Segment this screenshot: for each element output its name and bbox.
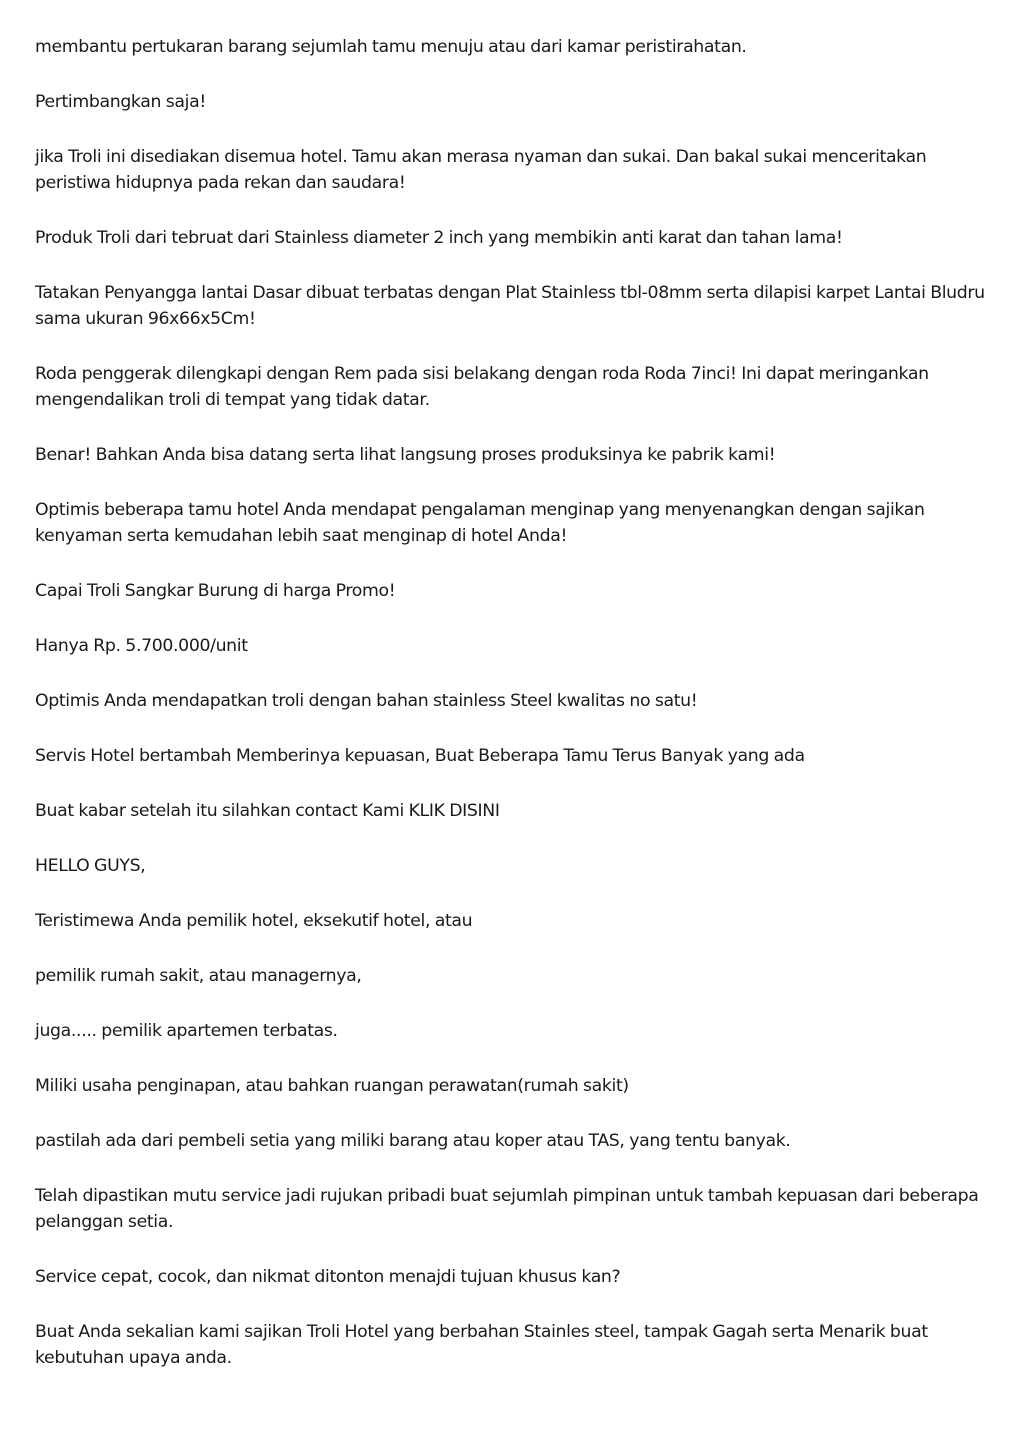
paragraph: Service cepat, cocok, dan nikmat ditonton menajdi tujuan khusus kan? bbox=[35, 1267, 621, 1287]
paragraph: jika Troli ini disediakan disemua hotel. Tamu akan merasa nyaman dan sukai. Dan bakal sukai menceritakan peristiwa hidupnya pada rekan dan saudara! bbox=[35, 147, 927, 193]
paragraph: Buat Anda sekalian kami sajikan Troli Hotel yang berbahan Stainles steel, tampak Gagah serta Menarik buat kebutuhan upaya anda. bbox=[35, 1322, 928, 1368]
paragraph: Benar! Bahkan Anda bisa datang serta lihat langsung proses produksinya ke pabrik kami! bbox=[35, 445, 776, 465]
paragraph: Teristimewa Anda pemilik hotel, eksekutif hotel, atau bbox=[35, 911, 473, 931]
paragraph: Capai Troli Sangkar Burung di harga Promo! bbox=[35, 581, 396, 601]
paragraph: juga..... pemilik apartemen terbatas. bbox=[35, 1021, 338, 1041]
paragraph: Optimis Anda mendapatkan troli dengan bahan stainless Steel kwalitas no satu! bbox=[35, 691, 698, 711]
paragraph: Produk Troli dari tebruat dari Stainless diameter 2 inch yang membikin anti karat dan tahan lama! bbox=[35, 228, 843, 248]
paragraph: Servis Hotel bertambah Memberinya kepuasan, Buat Beberapa Tamu Terus Banyak yang ada bbox=[35, 746, 805, 766]
paragraph: Optimis beberapa tamu hotel Anda mendapat pengalaman menginap yang menyenangkan dengan sajikan kenyaman serta kemudahan lebih saat menginap di hotel Anda! bbox=[35, 500, 925, 546]
price-paragraph: Hanya Rp. 5.700.000/unit bbox=[35, 636, 248, 656]
paragraph: Roda penggerak dilengkapi dengan Rem pada sisi belakang dengan roda Roda 7inci! Ini dapat meringankan mengendalikan troli di tempat yang tidak datar. bbox=[35, 364, 929, 410]
paragraph: pastilah ada dari pembeli setia yang miliki barang atau koper atau TAS, yang tentu banyak. bbox=[35, 1131, 791, 1151]
greeting-paragraph: HELLO GUYS, bbox=[35, 856, 146, 876]
paragraph: Pertimbangkan saja! bbox=[35, 92, 206, 112]
paragraph: membantu pertukaran barang sejumlah tamu menuju atau dari kamar peristirahatan. bbox=[35, 37, 747, 57]
paragraph: pemilik rumah sakit, atau managernya, bbox=[35, 966, 362, 986]
paragraph: Telah dipastikan mutu service jadi rujukan pribadi buat sejumlah pimpinan untuk tambah kepuasan dari beberapa pelanggan setia. bbox=[35, 1186, 979, 1232]
paragraph: Miliki usaha penginapan, atau bahkan ruangan perawatan(rumah sakit) bbox=[35, 1076, 629, 1096]
contact-paragraph: Buat kabar setelah itu silahkan contact Kami KLIK DISINI bbox=[35, 801, 500, 821]
document-body bbox=[35, 34, 995, 1400]
paragraph: Tatakan Penyangga lantai Dasar dibuat terbatas dengan Plat Stainless tbl-08mm serta dilapisi karpet Lantai Bludru sama ukuran 96x66x5Cm! bbox=[35, 283, 985, 329]
